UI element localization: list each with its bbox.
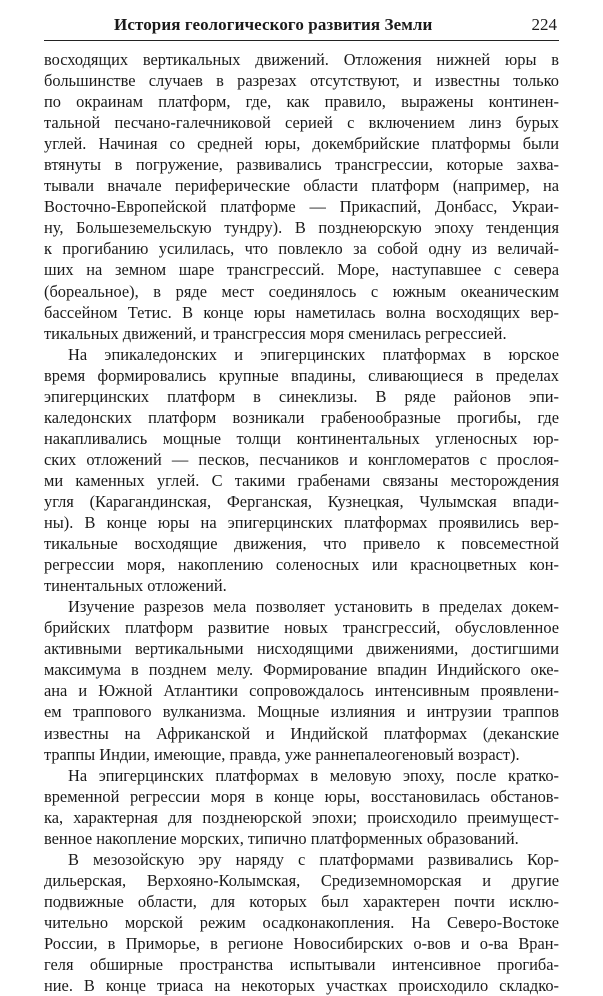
paragraph xyxy=(44,849,559,996)
text-line: время формировались крупные впадины, сливающиеся в пределах xyxy=(44,365,559,385)
text-line: бассейном Тетис. В конце юры наметилась волна восходящих вер- xyxy=(44,302,559,322)
text-line: тикальные восходящие движения, что привело к повсеместной xyxy=(44,534,559,554)
running-header xyxy=(44,12,559,41)
text-line: углей. Начиная со средней юры, докембрийские платформы были xyxy=(44,134,559,154)
text-line: тальной песчано-галечниковой серией с включением линз бурых xyxy=(44,113,559,133)
text-line: каледонских платформ возникали грабенообразные прогибы, где xyxy=(44,407,559,427)
text-line: угля (Карагандинская, Ферганская, Кузнецкая, Чулымская впади- xyxy=(44,491,559,511)
text-line: тинентальных отложений. xyxy=(44,576,227,596)
text-line: по окраинам платформ, где, как правило, выражены континен- xyxy=(44,92,559,112)
text-line: Изучение разрезов мела позволяет установить в пределах докем- xyxy=(68,597,559,617)
text-line: брийских платформ развитие новых трансгрессий, обусловленное xyxy=(44,618,559,638)
text-line: траппы Индии, имеющие, правда, уже раннепалеогеновый возраст). xyxy=(44,744,520,764)
page-number: 224 xyxy=(531,15,557,34)
text-line: накапливались мощные толщи континентальных угленосных юр- xyxy=(44,428,559,448)
paragraph xyxy=(44,49,559,344)
text-line: дильерская, Верхояно-Колымская, Средиземноморская и другие xyxy=(44,870,559,890)
text-line: чительно морской режим осадконакопления. На Северо-Востоке xyxy=(44,912,559,932)
text-line: ка, характерная для позднеюрской эпохи; происходило преимущест- xyxy=(44,807,559,827)
text-line: восходящих вертикальных движений. Отложения нижней юры в xyxy=(44,50,559,69)
text-line: ских отложений — песков, песчаников и конгломератов с прослоя- xyxy=(44,449,559,469)
text-line: В мезозойскую эру наряду с платформами развивались Кор- xyxy=(68,849,559,869)
paragraph xyxy=(44,596,559,764)
text-line: ны). В конце юры на эпигерцинских платформах проявились вер- xyxy=(44,513,559,533)
text-line: временной регрессии моря в конце юры, восстановилась обстанов- xyxy=(44,786,559,806)
body-text xyxy=(44,49,559,996)
text-line: (бореальное), в ряде мест соединялось с южным океаническим xyxy=(44,281,559,301)
text-line: тикальных движений, и трансгрессия моря сменилась регрессией. xyxy=(44,323,507,343)
text-line: втянуты в погружение, развивались трансгрессии, которые захва- xyxy=(44,155,559,175)
text-line: тывали вначале периферические области платформ (например, на xyxy=(44,176,559,196)
paragraph xyxy=(44,765,559,849)
text-line: подвижные области, для которых был характерен почти исклю- xyxy=(44,891,559,911)
text-line: известны на Африканской и Индийской платформах (деканские xyxy=(44,723,559,743)
text-line: регрессии моря, накоплению соленосных или красноцветных кон- xyxy=(44,555,559,575)
text-line: ну, Большеземельскую тундру). В позднеюрскую эпоху тенденция xyxy=(44,218,559,238)
text-line: ших на земном шаре трансгрессий. Море, наступавшее с севера xyxy=(44,260,559,280)
text-line: России, в Приморье, в регионе Новосибирских о-вов и о-ва Вран- xyxy=(44,933,559,953)
text-line: эпигерцинских платформ в синеклизы. В ряде районов эпи- xyxy=(44,386,559,406)
text-line: к прогибанию усилилась, что повлекло за собой одну из величай- xyxy=(44,239,559,259)
paragraph xyxy=(44,344,559,597)
text-line: ем траппового вулканизма. Мощные излияния и интрузии траппов xyxy=(44,702,559,722)
text-line: большинстве случаев в разрезах отсутствуют, и известны только xyxy=(44,71,559,91)
text-line: активными вертикальными нисходящими движениями, достигшими xyxy=(44,639,559,659)
text-line: ние. В конце триаса на некоторых участках происходило складко- xyxy=(44,976,559,996)
text-line: максимума в позднем мелу. Формирование впадин Индийского оке- xyxy=(44,660,559,680)
text-line: ана и Южной Атлантики сопровождалось интенсивным проявлени- xyxy=(44,681,559,701)
text-line: геля обширные пространства испытывали интенсивное прогиба- xyxy=(44,955,559,975)
text-line: ми каменных углей. С такими грабенами связаны месторождения xyxy=(44,470,559,490)
text-line: На эпикаледонских и эпигерцинских платформах в юрское xyxy=(68,344,559,364)
header-title: История геологического развития Земли xyxy=(114,15,433,34)
text-line: Восточно-Европейской платформе — Прикаспий, Донбасс, Украи- xyxy=(44,197,559,217)
text-line: венное накопление морских, типично платформенных образований. xyxy=(44,828,519,848)
text-line: На эпигерцинских платформах в меловую эпоху, после кратко- xyxy=(68,765,559,785)
